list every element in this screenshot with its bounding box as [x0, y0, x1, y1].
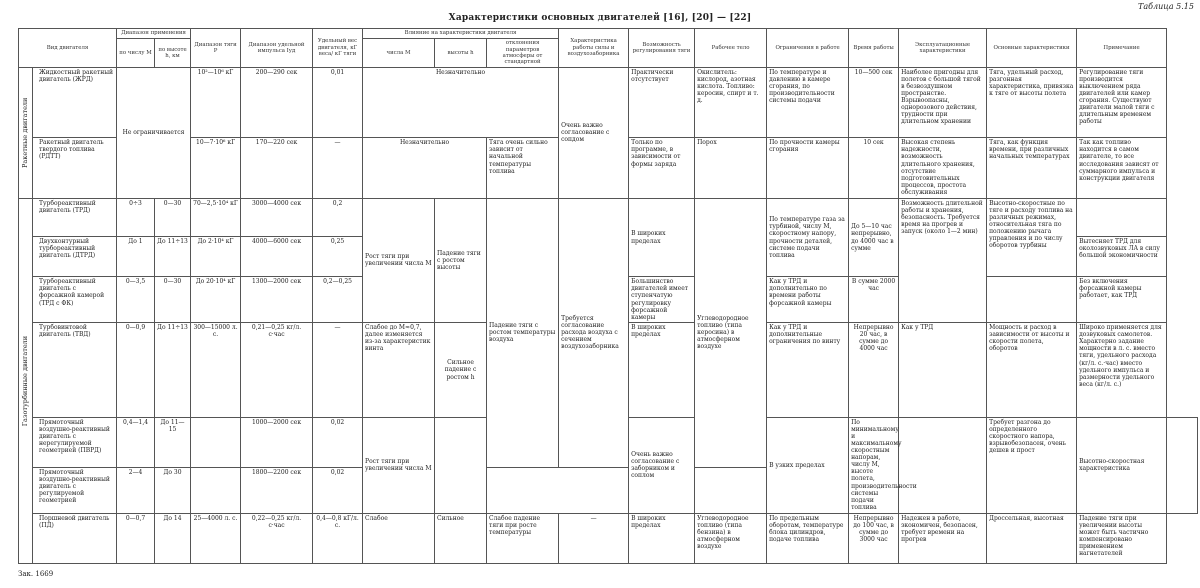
- weight-srm: —: [313, 138, 363, 198]
- footer-order-number: Зак. 1669: [18, 570, 54, 578]
- isp-lre: 200—290 сек: [241, 67, 313, 138]
- header-time: Время работы: [849, 29, 899, 68]
- engine-name-lre: Жидкостный ракетный двигатель (ЖРД): [33, 67, 117, 138]
- fluid-piston: Углеводородное топливо (типа бензина) в атмосферном воздухе: [695, 513, 767, 563]
- influence-atm-srm: Тяга очень сильно зависит от начальной температуры топлива: [487, 138, 559, 198]
- basic-piston: Дроссельная, высотная: [987, 513, 1077, 563]
- table-number-label: Таблица 5.15: [1138, 2, 1194, 11]
- alt-trd: 0—30: [155, 198, 191, 236]
- header-range-mach: по числу M: [117, 39, 155, 68]
- header-influence-alt: высоты h: [435, 39, 487, 68]
- limits-srm: По прочности камеры сгорания: [767, 138, 849, 198]
- isp-trd: 3000—4000 сек: [241, 198, 313, 236]
- fluid-gt: Углеводородное топливо (типа керосина) в атмосферном воздухе: [695, 198, 767, 467]
- engine-name-dtrd: Двухконтурный турбореактивный двигатель (ДТРД): [33, 237, 117, 277]
- engine-name-srm: Ракетный двигатель твердого топлива (РДТТ): [33, 138, 117, 198]
- header-influence-mach: числа M: [363, 39, 435, 68]
- remark-trdf: Без включения форсажной камеры работает, как ТРД: [1077, 277, 1167, 323]
- isp-srm: 170—220 сек: [241, 138, 313, 198]
- header-basic: Основные характеристики: [987, 29, 1077, 68]
- influence-mach-gt: Рост тяги при увеличении числа M: [363, 198, 435, 322]
- time-piston: Непрерывно до 100 час, в сумме до 3000 час: [849, 513, 899, 563]
- remark-srm: Так как топливо находится в самом двигателе, то все исследования зависят от суммарного импульса и конструкции двигателя: [1077, 138, 1167, 198]
- basic-pvrd: Высотно-скоростная характеристика: [1077, 417, 1167, 513]
- header-specific-weight: Удельный вес двигателя, кГ веса/ кГ тяги: [313, 29, 363, 68]
- time-tvd: Непрерывно 20 час, в сумме до 4000 час: [849, 323, 899, 418]
- limits-trdf: Как у ТРД и дополнительно по времени работы форсажной камеры: [767, 277, 849, 323]
- alt-pvrd-reg: До 30: [155, 467, 191, 513]
- isp-pvrd-reg: 1800—2200 сек: [241, 467, 313, 513]
- influence-mach-tvd: Слабое до M≈0,7, далее изменяется из-за характеристик винта: [363, 323, 435, 418]
- weight-pvrd-fixed: 0,02: [313, 417, 363, 467]
- isp-pvrd-fixed: 1000—2000 сек: [241, 417, 313, 467]
- airframe-rocket: Очень важно согласование с сопдом: [559, 67, 629, 198]
- remark-lre: Регулирование тяги производится выключением ряда двигателей или камер сгорания. Существуют двигатели малой тяги с длительным временем работы: [1077, 67, 1167, 138]
- header-influence-atm: отклонения параметров атмосферы от стандартной: [487, 39, 559, 68]
- group-label-rocket: Ракетные двигатели: [19, 67, 33, 198]
- influence-alt-pvrd: [435, 417, 487, 513]
- time-trdf: В сумме 2000 час: [849, 277, 899, 323]
- alt-tvd: До 11÷13: [155, 323, 191, 418]
- remark-tvd: Широко применяется для дозвуковых самолетов. Характерно задание мощности в л. с. вместо тяги, удельного расхода (кг/л. с.·час) вместо удельного импульса и размерности удельного веса (кг/л. с.): [1077, 323, 1167, 418]
- airframe-piston: —: [559, 513, 629, 563]
- influence-lre: Незначительно: [363, 67, 559, 138]
- influence-alt-gt: Падение тяги с ростом высоты: [435, 198, 487, 322]
- isp-tvd: 0,21—0,25 кг/л. с·час: [241, 323, 313, 418]
- limits-piston: По предельным оборотам, температуре блока цилиндров, подаче топлива: [767, 513, 849, 563]
- thrust-trd: 70—2,5·10⁴ кГ: [191, 198, 241, 236]
- operational-lre: Наиболее пригодны для полетов с большой тягой в безвоздушном пространстве. Взрывоопасны, однорозового действия, трудности при длительном хранении: [899, 67, 987, 138]
- header-regulation: Возможность регулирования тяги: [629, 29, 695, 68]
- remark-pvrd: [1167, 417, 1198, 513]
- airframe-gt: Требуется согласование расхода воздуха с сечением воздухозаборника: [559, 198, 629, 467]
- basic-tvd: Мощность и расход в зависимости от высоты и скорости полета, оборотов: [987, 323, 1077, 418]
- header-engine-type: Вид двигателя: [19, 29, 117, 68]
- group-label-gasturbine: Газотурбинные двигатели: [19, 198, 33, 563]
- header-fluid: Рабочее тело: [695, 29, 767, 68]
- header-influence-group: Влияние на характеристики двигателя: [363, 29, 559, 39]
- influence-mach-piston: Слабое: [363, 513, 435, 563]
- header-range-group: Диапазон применения: [117, 29, 191, 39]
- fluid-lre: Окислитель: кислород, азотная кислота. Топливо: керосин, спирт и т. д.: [695, 67, 767, 138]
- influence-atm-gt: Падение тяги с ростом температуры воздуха: [487, 198, 559, 467]
- regulation-trdf: Большинство двигателей имеет ступенчатую регулировку форсажной камеры: [629, 277, 695, 323]
- engine-name-tvd: Турбовинтовой двигатель (ТВД): [33, 323, 117, 418]
- fluid-srm: Порох: [695, 138, 767, 198]
- basic-srm: Тяга, как функция времени, при различных начальных температурах: [987, 138, 1077, 198]
- thrust-trdf: До 20·10⁴ кГ: [191, 277, 241, 323]
- mach-dtrd: До 1: [117, 237, 155, 277]
- operational-tvd: Как у ТРД: [899, 323, 987, 418]
- time-pvrd: [899, 417, 987, 513]
- regulation-srm: Только по программе, в зависимости от формы заряда: [629, 138, 695, 198]
- mach-trdf: 0—3,5: [117, 277, 155, 323]
- operational-piston: Надежен в работе, экономичен, безопасен, требует времени на прогрев: [899, 513, 987, 563]
- mach-tvd: 0—0,9: [117, 323, 155, 418]
- header-range-alt: по высоте h, км: [155, 39, 191, 68]
- thrust-pvrd-fixed: [191, 417, 241, 467]
- engine-characteristics-table: [18, 28, 1198, 564]
- remark-trd: [1077, 198, 1167, 236]
- header-remark: Примечание: [1077, 29, 1167, 68]
- isp-dtrd: 4000—6000 сек: [241, 237, 313, 277]
- mach-trd: 0÷3: [117, 198, 155, 236]
- engine-name-pvrd-fixed: Прямоточный воздушно-реактивный двигатель с нерегулируемой геометрией (ПВРД): [33, 417, 117, 467]
- basic-gt: Высотно-скоростные по тяге и расходу топлива на различных режимах, относительная тяга по положению рычага управления и по числу оборотов турбины: [987, 198, 1077, 277]
- thrust-lre: 10²—10⁶ кГ: [191, 67, 241, 138]
- page-title: Характеристики основных двигателей [16], [20] — [22]: [448, 13, 752, 23]
- time-lre: 10—500 сек: [849, 67, 899, 138]
- influence-mach-pvrd: Рост тяги при увеличении числа M: [363, 417, 435, 513]
- range-rocket: Не ограничивается: [117, 67, 191, 198]
- alt-piston: До 14: [155, 513, 191, 563]
- thrust-piston: 25—4000 л. с.: [191, 513, 241, 563]
- engine-name-trdf: Турбореактивный двигатель с форсажной камерой (ТРД с ФК): [33, 277, 117, 323]
- isp-piston: 0,22—0,25 кг/л. с·час: [241, 513, 313, 563]
- thrust-dtrd: До 2·10⁴ кГ: [191, 237, 241, 277]
- airframe-pvrd: Очень важно согласование с заборником и соплом: [629, 417, 695, 513]
- mach-piston: 0—0,7: [117, 513, 155, 563]
- weight-tvd: —: [313, 323, 363, 418]
- weight-trdf: 0,2—0,25: [313, 277, 363, 323]
- regulation-tvd: В широких пределах: [629, 323, 695, 418]
- influence-alt-piston: Сильное: [435, 513, 487, 563]
- operational-gt: Возможность длительной работы и хранения, безопасность. Требуется время на прогрев и запуск (около 1—2 мин): [899, 198, 987, 322]
- limits-tvd: Как у ТРД и дополнительные ограничения по винту: [767, 323, 849, 418]
- regulation-gt: В широких пределах: [629, 198, 695, 277]
- header-operational: Эксплуатационные характеристики: [899, 29, 987, 68]
- weight-lre: 0,01: [313, 67, 363, 138]
- regulation-lre: Практически отсутствует: [629, 67, 695, 138]
- thrust-srm: 10—7·10⁶ кГ: [191, 138, 241, 198]
- weight-piston: 0,4—0,8 кГ/л. с.: [313, 513, 363, 563]
- thrust-pvrd-reg: [191, 467, 241, 513]
- influence-srm: Незначительно: [363, 138, 487, 198]
- basic-trdf: [987, 277, 1077, 323]
- isp-trdf: 1300—2000 сек: [241, 277, 313, 323]
- header-airframe: Характеристика работы силы и воздухозаборника: [559, 29, 629, 68]
- influence-alt-strong: Сильное падение с ростом h: [435, 323, 487, 418]
- weight-pvrd-reg: 0,02: [313, 467, 363, 513]
- operational-pvrd: Требует разгона до определенного скоростного напора, взрывобезопасен, очень дешев и прост: [987, 417, 1077, 513]
- remark-dtrd: Вытесняет ТРД для околозвуковых ЛА в силу большой экономичности: [1077, 237, 1167, 277]
- limits-lre: По температуре и давлению в камере сгорания, по производительности системы подачи: [767, 67, 849, 138]
- limits-pvrd: По минимальному и максимальному скоростным напорам, числу M, высоте полета, производительности системы подачи топлива: [849, 417, 899, 513]
- mach-pvrd-reg: 2—4: [117, 467, 155, 513]
- regulation-piston: В широких пределах: [629, 513, 695, 563]
- time-srm: 10 сек: [849, 138, 899, 198]
- alt-pvrd-fixed: До 11—15: [155, 417, 191, 467]
- engine-name-pvrd-reg: Прямоточный воздушно-реактивный двигатель с регулируемой геометрией: [33, 467, 117, 513]
- time-gt: До 5—10 час непрерывно, до 4000 час в сумме: [849, 198, 899, 277]
- limits-gt: По температуре газа за турбиной, числу M, скоростному напору, прочности деталей, системе подачи топлива: [767, 198, 849, 277]
- alt-dtrd: До 11÷13: [155, 237, 191, 277]
- engine-name-piston: Поршневой двигатель (ПД): [33, 513, 117, 563]
- thrust-tvd: 300—15000 л. с.: [191, 323, 241, 418]
- weight-dtrd: 0,25: [313, 237, 363, 277]
- remark-piston: Падение тяги при увеличении высоты может быть частично компенсировано применением нагнетателей: [1077, 513, 1167, 563]
- basic-lre: Тяга, удельный расход, разгонная характеристика, привязка к тяге от высоты полета: [987, 67, 1077, 138]
- influence-atm-piston: Слабое падение тяги при росте температуры: [487, 513, 559, 563]
- operational-srm: Высокая степень надежности, возможность длительного хранения, отсутствие подготовительных процессов, простота обслуживания: [899, 138, 987, 198]
- alt-trdf: 0—30: [155, 277, 191, 323]
- header-limits: Ограничения в работе: [767, 29, 849, 68]
- regulation-pvrd: В узких пределах: [767, 417, 849, 513]
- header-thrust: Диапазон тяги P: [191, 29, 241, 68]
- header-isp: Диапазон удельной импульса Iуд: [241, 29, 313, 68]
- engine-name-trd: Турбореактивный двигатель (ТРД): [33, 198, 117, 236]
- mach-pvrd-fixed: 0,4—1,4: [117, 417, 155, 467]
- weight-trd: 0,2: [313, 198, 363, 236]
